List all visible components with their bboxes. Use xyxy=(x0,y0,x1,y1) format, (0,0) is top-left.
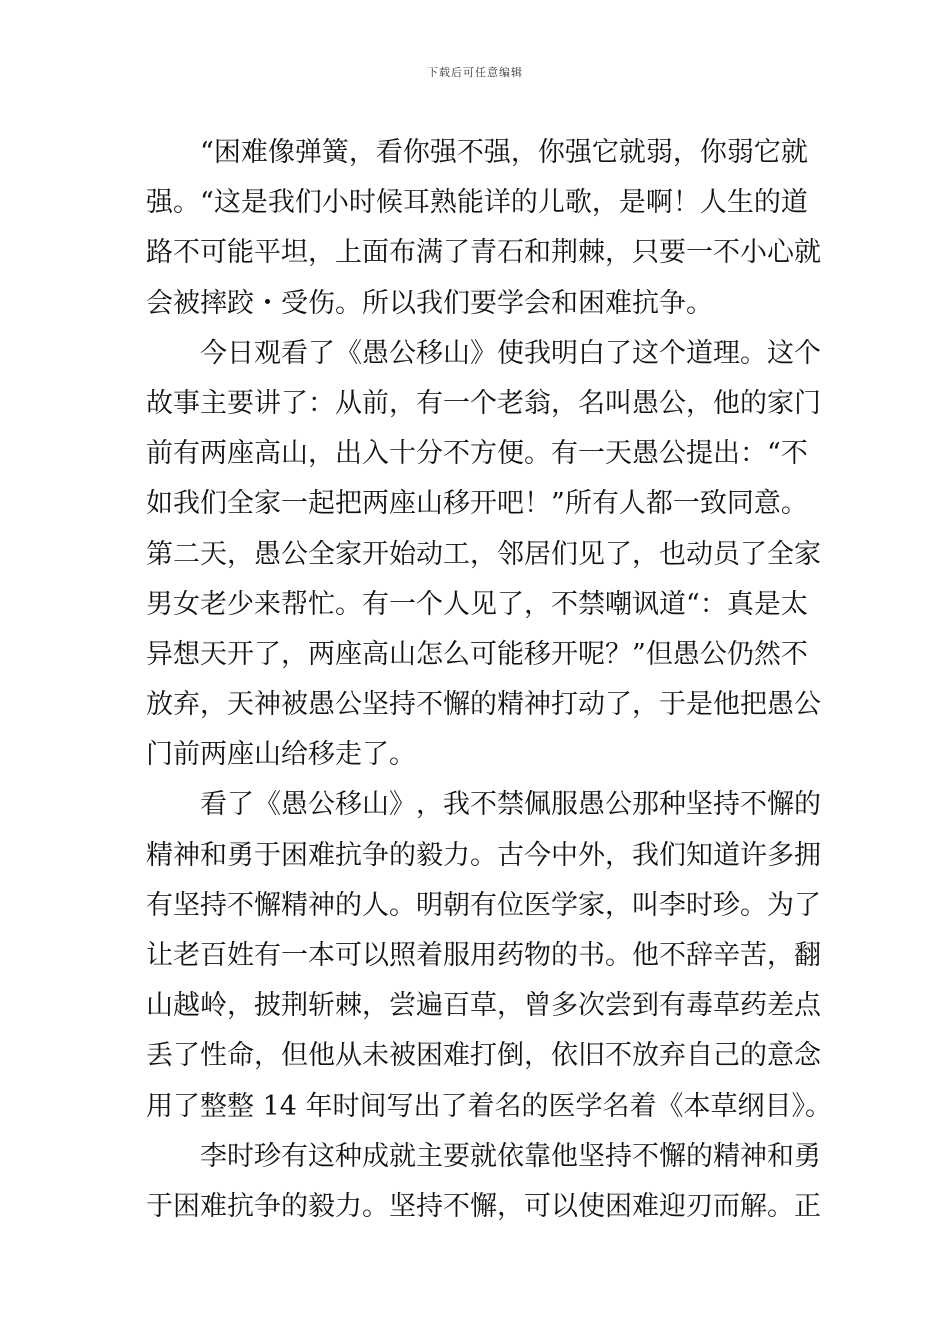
text-line: 故 事 主 要 讲 了 ： 从 前 ， 有 一 个 老 翁 ， 名 叫 愚 公 ， 他 的 家 门 xyxy=(146,387,821,419)
text-line: 今 日 观 看 了 《 愚 公 移 山 》 使 我 明 白 了 这 个 道 理 。 这 个 xyxy=(200,337,821,369)
page-header: 下载后可任意编辑 xyxy=(427,66,523,79)
text-line: 用了整整 14 年时间写出了着名的医学名着《本草纲目》。 xyxy=(146,1090,833,1122)
text-line: 放 弃 ， 天 神 被 愚 公 坚 持 不 懈 的 精 神 打 动 了 ， 于 是 他 把 愚 公 xyxy=(146,689,821,721)
text-line: 门前两座山给移走了。 xyxy=(146,739,416,771)
text-line: 男 女 老 少 来 帮 忙 。 有 一 个 人 见 了 ， 不 禁 嘲 讽 道 “ ： 真 是 太 xyxy=(146,588,808,620)
text-line: 丢 了 性 命 ， 但 他 从 未 被 困 难 打 倒 ， 依 旧 不 放 弃 自 己 的 意 念 xyxy=(146,1040,821,1072)
text-line: 如 我 们 全 家 一 起 把 两 座 山 移 开 吧 ！ ” 所 有 人 都 一 致 同 意 。 xyxy=(146,488,808,520)
text-line: 有 坚 持 不 懈 精 神 的 人 。 明 朝 有 位 医 学 家 ， 叫 李 时 珍 。 为 了 xyxy=(146,889,821,921)
text-line: 李 时 珍 有 这 种 成 就 主 要 就 依 靠 他 坚 持 不 懈 的 精 神 和 勇 xyxy=(200,1140,821,1172)
paragraph-3 xyxy=(146,780,833,1131)
text-line: 精 神 和 勇 于 困 难 抗 争 的 毅 力 。 古 今 中 外 ， 我 们 知 道 许 多 拥 xyxy=(146,839,821,871)
paragraph-2 xyxy=(146,329,821,781)
document-body xyxy=(146,128,833,1232)
text-line: 第 二 天 ， 愚 公 全 家 开 始 动 工 ， 邻 居 们 见 了 ， 也 动 员 了 全 家 xyxy=(146,538,821,570)
text-line: 山 越 岭 ， 披 荆 斩 棘 ， 尝 遍 百 草 ， 曾 多 次 尝 到 有 毒 草 药 差 点 xyxy=(146,990,821,1022)
text-line: 强 。 “ 这 是 我 们 小 时 候 耳 熟 能 详 的 儿 歌 ， 是 啊 ！ 人 生 的 道 xyxy=(146,187,808,219)
text-line: 异 想 天 开 了 ， 两 座 高 山 怎 么 可 能 移 开 呢 ？ ” 但 愚 公 仍 然 不 xyxy=(146,638,808,670)
text-line: 看 了 《 愚 公 移 山 》 ， 我 不 禁 佩 服 愚 公 那 种 坚 持 不 懈 的 xyxy=(200,789,821,821)
text-line: 于 困 难 抗 争 的 毅 力 。 坚 持 不 懈 ， 可 以 使 困 难 迎 刃 而 解 。 正 xyxy=(146,1190,821,1222)
text-line: 前 有 两 座 高 山 ， 出 入 十 分 不 方 便 。 有 一 天 愚 公 提 出 ： “ 不 xyxy=(146,438,808,470)
paragraph-4 xyxy=(146,1132,821,1232)
text-line: 会被摔跤・受伤。所以我们要学会和困难抗争。 xyxy=(146,287,713,319)
text-line: 让 老 百 姓 有 一 本 可 以 照 着 服 用 药 物 的 书 。 他 不 辞 辛 苦 ， 翻 xyxy=(146,940,821,971)
paragraph-1 xyxy=(146,128,821,329)
text-line: 路 不 可 能 平 坦 ， 上 面 布 满 了 青 石 和 荆 棘 ， 只 要 一 不 小 心 就 xyxy=(146,237,821,269)
text-line: “ 困 难 像 弹 簧 ， 看 你 强 不 强 ， 你 强 它 就 弱 ， 你 弱 它 就 xyxy=(200,137,808,168)
